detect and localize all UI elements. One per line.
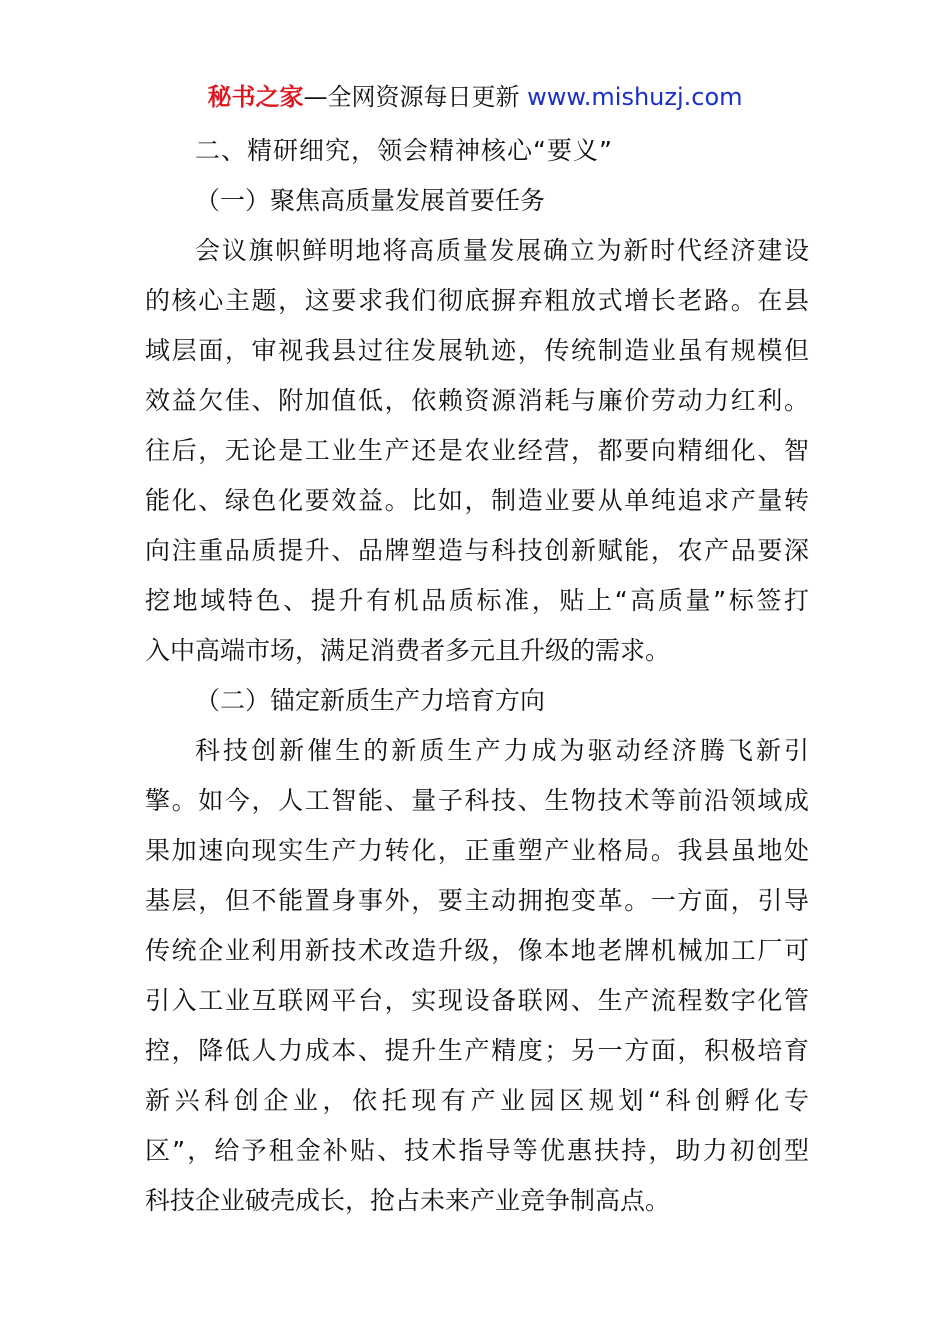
paragraph-line: 能化、绿色化要效益。比如，制造业要从单纯追求产量转 [145,486,809,515]
paragraph-line: 引入工业互联网平台，实现设备联网、生产流程数字化管 [145,986,809,1015]
site-header [0,80,950,114]
paragraph-line: 挖地域特色、提升有机品质标准，贴上“高质量”标签打 [145,586,809,615]
paragraph-line: 科技企业破壳成长，抢占未来产业竞争制高点。 [145,1186,671,1215]
paragraph-line: 科技创新催生的新质生产力成为驱动经济腾飞新引 [195,736,809,765]
paragraph-line: 效益欠佳、附加值低，依赖资源消耗与廉价劳动力红利。 [145,386,809,415]
paragraph-line: 入中高端市场，满足消费者多元且升级的需求。 [145,636,671,665]
paragraph-line: 向注重品质提升、品牌塑造与科技创新赋能，农产品要深 [145,536,809,565]
document-body [145,126,809,1226]
subsection-heading: （一）聚焦高质量发展首要任务 [195,186,546,215]
section-title: 二、精研细究，领会精神核心“要义” [195,136,613,165]
paragraph-line: 传统企业利用新技术改造升级，像本地老牌机械加工厂可 [145,936,809,965]
paragraph-line: 会议旗帜鲜明地将高质量发展确立为新时代经济建设 [195,236,809,265]
site-tagline: —全网资源每日更新 [303,83,528,111]
paragraph-line: 擎。如今，人工智能、量子科技、生物技术等前沿领域成 [145,786,809,815]
paragraph-line: 控，降低人力成本、提升生产精度；另一方面，积极培育 [145,1036,809,1065]
paragraph-line: 基层，但不能置身事外，要主动拥抱变革。一方面，引导 [145,886,809,915]
paragraph-line: 域层面，审视我县过往发展轨迹，传统制造业虽有规模但 [145,336,809,365]
subsection-heading: （二）锚定新质生产力培育方向 [195,686,546,715]
paragraph-line: 往后，无论是工业生产还是农业经营，都要向精细化、智 [145,436,809,465]
paragraph-line: 区”，给予租金补贴、技术指导等优惠扶持，助力初创型 [145,1136,809,1165]
site-brand: 秘书之家 [207,83,304,111]
paragraph-line: 果加速向现实生产力转化，正重塑产业格局。我县虽地处 [145,836,809,865]
paragraph-line: 新兴科创企业，依托现有产业园区规划“科创孵化专 [145,1086,809,1115]
site-url[interactable]: www.mishuzj.com [527,83,743,111]
paragraph-line: 的核心主题，这要求我们彻底摒弃粗放式增长老路。在县 [145,286,809,315]
